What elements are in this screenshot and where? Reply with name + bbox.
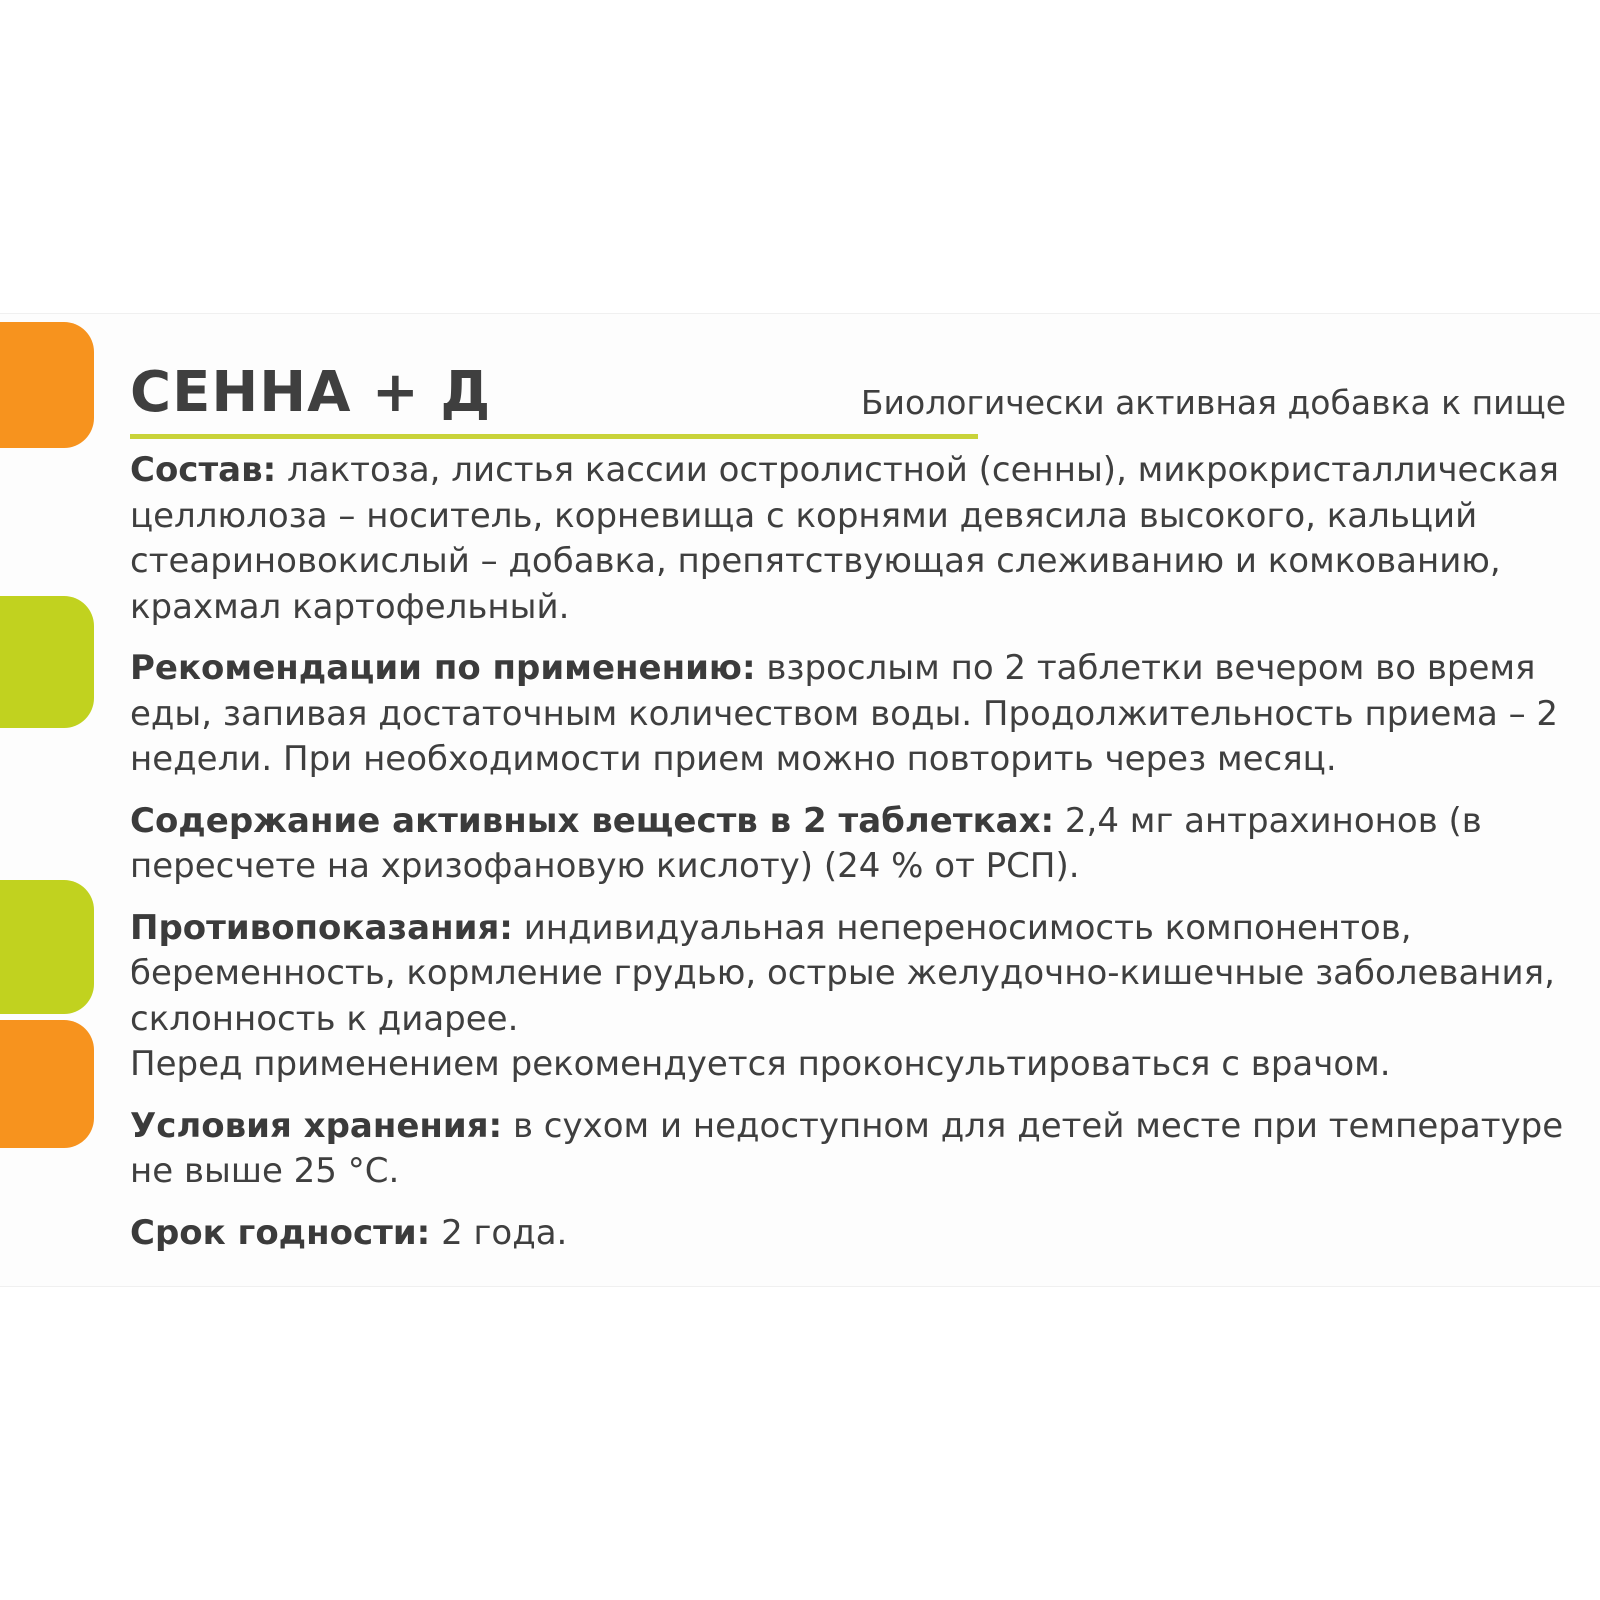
section-heading: Срок годности: — [130, 1212, 431, 1253]
section-heading: Противопоказания: — [130, 907, 513, 948]
section-text: взрослым по 2 таблетки вечером во время еды, запивая достаточным количеством воды. Продолжительность приема – 2 недели. При необходимости прием можно повторить через месяц. — [130, 648, 1559, 779]
section-composition — [130, 448, 1570, 630]
section-text: 2 года. — [441, 1212, 568, 1253]
orange-tab-top — [0, 322, 94, 448]
section-contraindications — [130, 906, 1570, 1043]
section-heading: Рекомендации по применению: — [130, 648, 756, 688]
section-text: 2,4 мг антрахинонов (в пересчете на хризофановую кислоту) (24 % от РСП). — [130, 800, 1482, 886]
section-heading: Содержание активных веществ в 2 таблетках: — [130, 800, 1055, 841]
section-storage — [130, 1104, 1570, 1195]
section-usage — [130, 646, 1570, 783]
label-content — [130, 448, 1570, 1272]
section-shelf-life — [130, 1211, 1570, 1257]
lime-tab-lower — [0, 880, 94, 1014]
section-heading: Состав: — [130, 450, 277, 490]
section-active-substances — [130, 799, 1570, 890]
title-underline — [130, 434, 978, 439]
consult-note: Перед применением рекомендуется проконсультироваться с врачом. — [130, 1044, 1391, 1084]
section-text: в сухом и недоступном для детей месте при температуре не выше 25 °С. — [130, 1105, 1564, 1191]
section-heading: Условия хранения: — [130, 1105, 503, 1146]
product-title: СЕННА + Д — [130, 360, 492, 425]
section-text: лактоза, листья кассии остролистной (сенны), микрокристаллическая целлюлоза – носитель, корневища с корнями девясила высокого, кальций стеариновокислый – добавка, препятствующая слеживанию и комкованию, крахмал картофельный. — [130, 450, 1559, 627]
lime-tab-upper — [0, 596, 94, 728]
product-subtitle: Биологически активная добавка к пище — [860, 383, 1566, 422]
orange-tab-bottom — [0, 1020, 94, 1148]
section-text: индивидуальная непереносимость компонентов, беременность, кормление грудью, острые желудочно-кишечные заболевания, склонность к диарее. — [130, 907, 1555, 1039]
